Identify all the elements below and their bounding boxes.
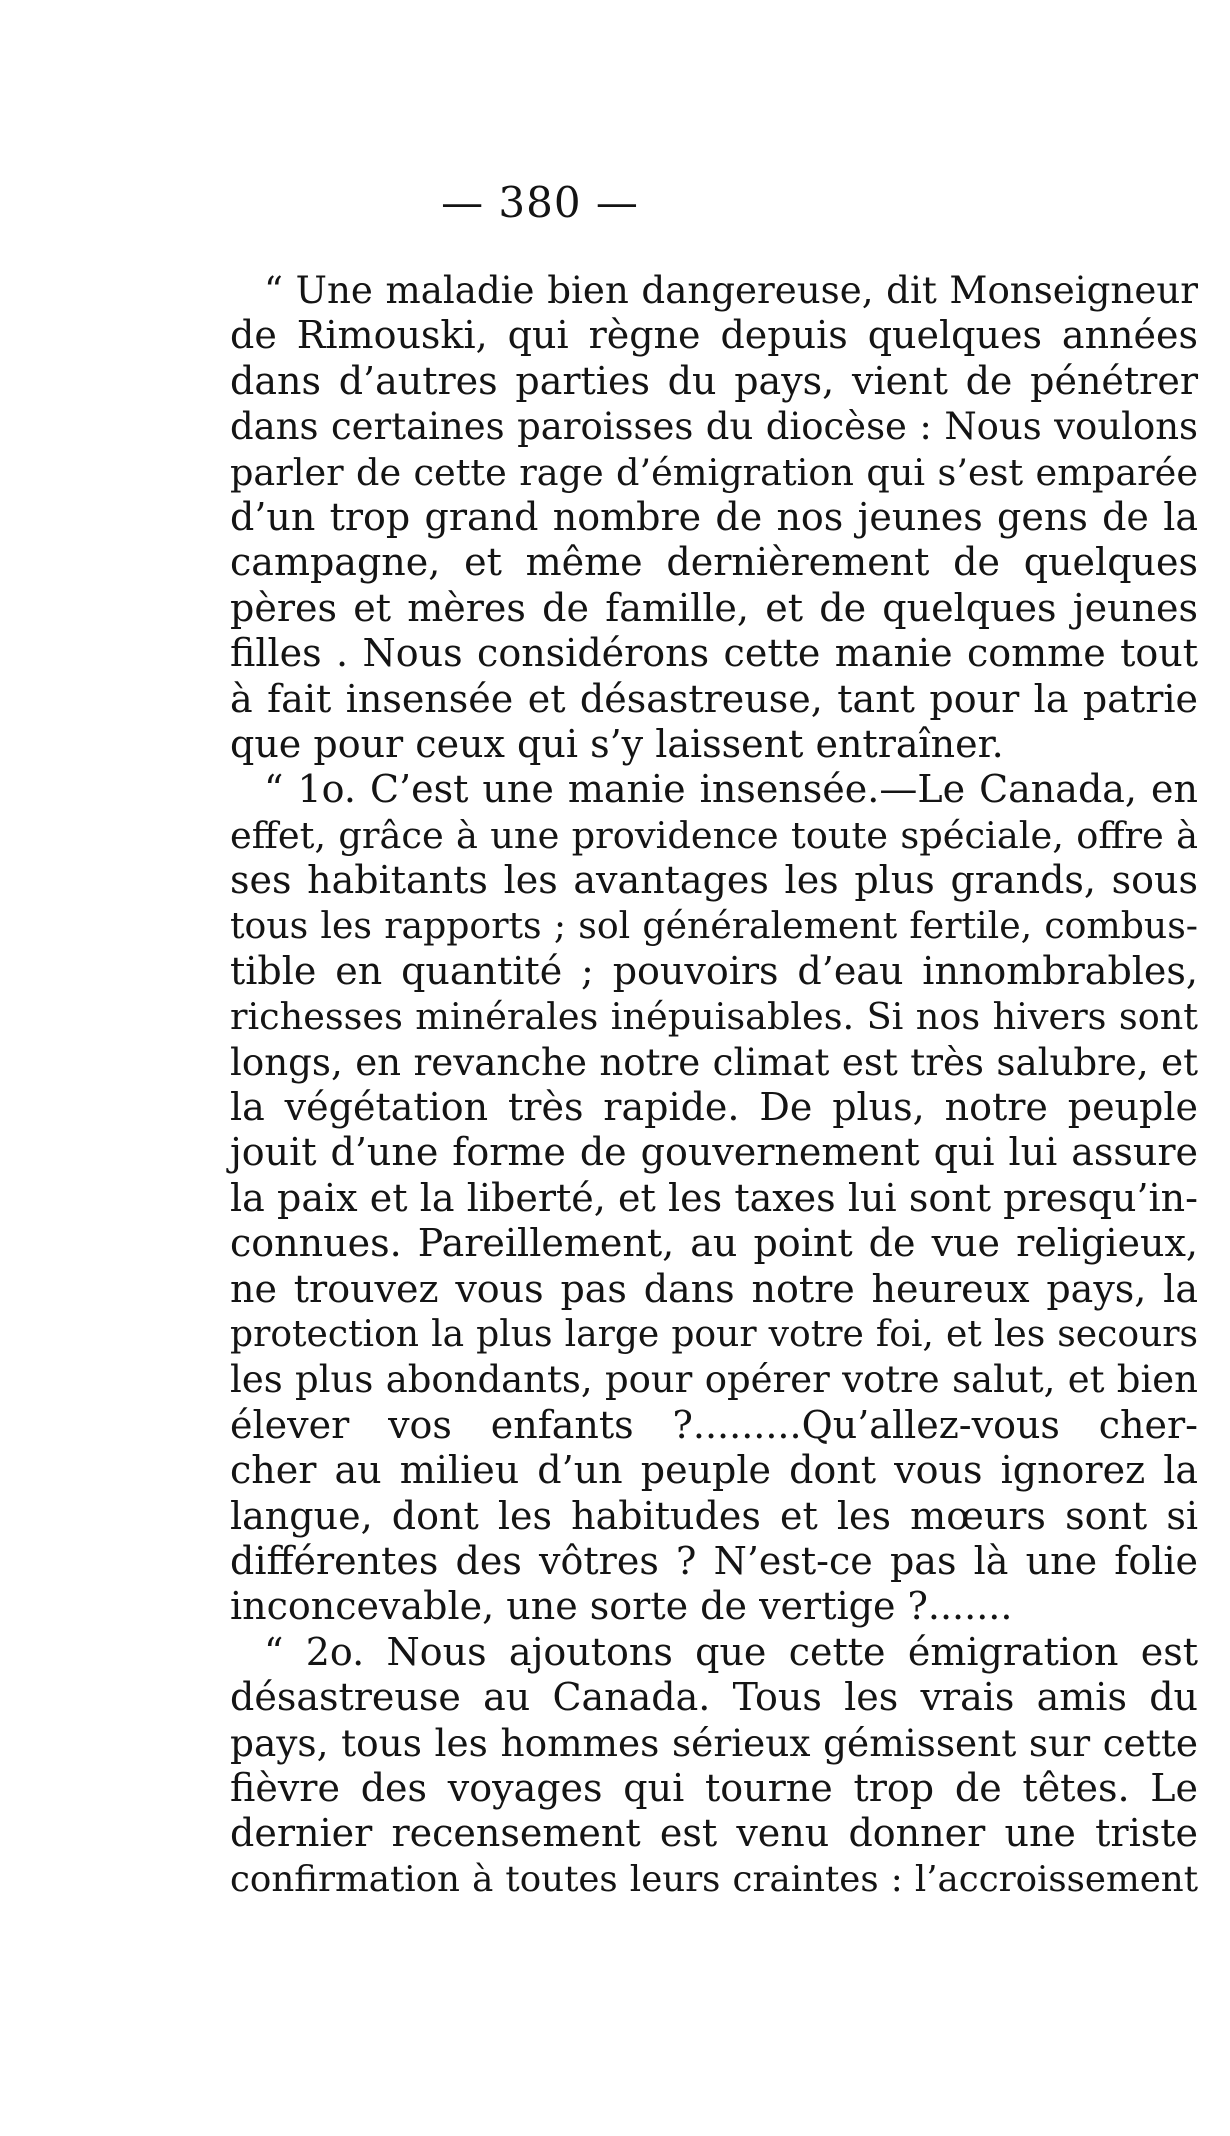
text-line: dans d’autres parties du pays, vient de pénétrer	[230, 358, 1198, 403]
text-line: “ 2o. Nous ajoutons que cette émigration est	[264, 1629, 1198, 1674]
body-text	[230, 268, 1198, 1902]
text-line: désastreuse au Canada. Tous les vrais amis du	[230, 1675, 1198, 1720]
text-line: richesses minérales inépuisables. Si nos hivers sont	[230, 995, 1198, 1039]
text-line: pères et mères de famille, et de quelques jeunes	[230, 585, 1198, 630]
text-line: effet, grâce à une providence toute spéciale, offre à	[230, 813, 1198, 857]
text-line: les plus abondants, pour opérer votre salut, et bien	[230, 1358, 1198, 1402]
text-line: filles . Nous considérons cette manie comme tout	[230, 631, 1198, 676]
text-line: “ 1o. C’est une manie insensée.—Le Canada, en	[264, 767, 1198, 812]
text-line: campagne, et même dernièrement de quelques	[230, 540, 1198, 585]
text-line: dans certaines paroisses du diocèse : Nous voulons	[230, 405, 1198, 449]
text-line: inconcevable, une sorte de vertige ?.......	[230, 1584, 1013, 1629]
text-line: langue, dont les habitudes et les mœurs sont si	[230, 1493, 1198, 1538]
text-line: longs, en revanche notre climat est très salubre, et	[230, 1040, 1198, 1084]
text-line: cher au milieu d’un peuple dont vous ignorez la	[230, 1448, 1198, 1493]
text-line: fièvre des voyages qui tourne trop de têtes. Le	[230, 1765, 1198, 1810]
text-line: pays, tous les hommes sérieux gémissent sur cette	[230, 1720, 1198, 1765]
text-line: à fait insensée et désastreuse, tant pour la patrie	[230, 676, 1198, 721]
text-line: d’un trop grand nombre de nos jeunes gens de la	[230, 494, 1198, 539]
text-line: protection la plus large pour votre foi, et les secours	[230, 1312, 1198, 1355]
text-line: la paix et la liberté, et les taxes lui sont presqu’in-	[230, 1175, 1198, 1220]
page-number: — 380 —	[441, 178, 639, 227]
text-line: jouit d’une forme de gouvernement qui lui assure	[230, 1130, 1198, 1175]
text-line: tous les rapports ; sol généralement fertile, combus-	[230, 904, 1198, 948]
text-line: élever vos enfants ?.........Qu’allez-vous cher-	[230, 1402, 1198, 1447]
text-line: de Rimouski, qui règne depuis quelques années	[230, 313, 1198, 358]
text-line: parler de cette rage d’émigration qui s’est emparée	[230, 450, 1198, 494]
text-line: confirmation à toutes leurs craintes : l’accroissement	[230, 1858, 1198, 1900]
text-line: la végétation très rapide. De plus, notre peuple	[230, 1085, 1198, 1130]
text-line: différentes des vôtres ? N’est-ce pas là une folie	[230, 1538, 1198, 1583]
text-line: tible en quantité ; pouvoirs d’eau innombrables,	[230, 948, 1198, 993]
text-line: “ Une maladie bien dangereuse, dit Monseigneur	[264, 269, 1198, 312]
text-line: que pour ceux qui s’y laissent entraîner.	[230, 721, 1004, 766]
text-line: dernier recensement est venu donner une triste	[230, 1811, 1198, 1856]
text-line: connues. Pareillement, au point de vue religieux,	[230, 1221, 1198, 1266]
text-line: ses habitants les avantages les plus grands, sous	[230, 858, 1198, 903]
text-line: ne trouvez vous pas dans notre heureux pays, la	[230, 1266, 1198, 1311]
